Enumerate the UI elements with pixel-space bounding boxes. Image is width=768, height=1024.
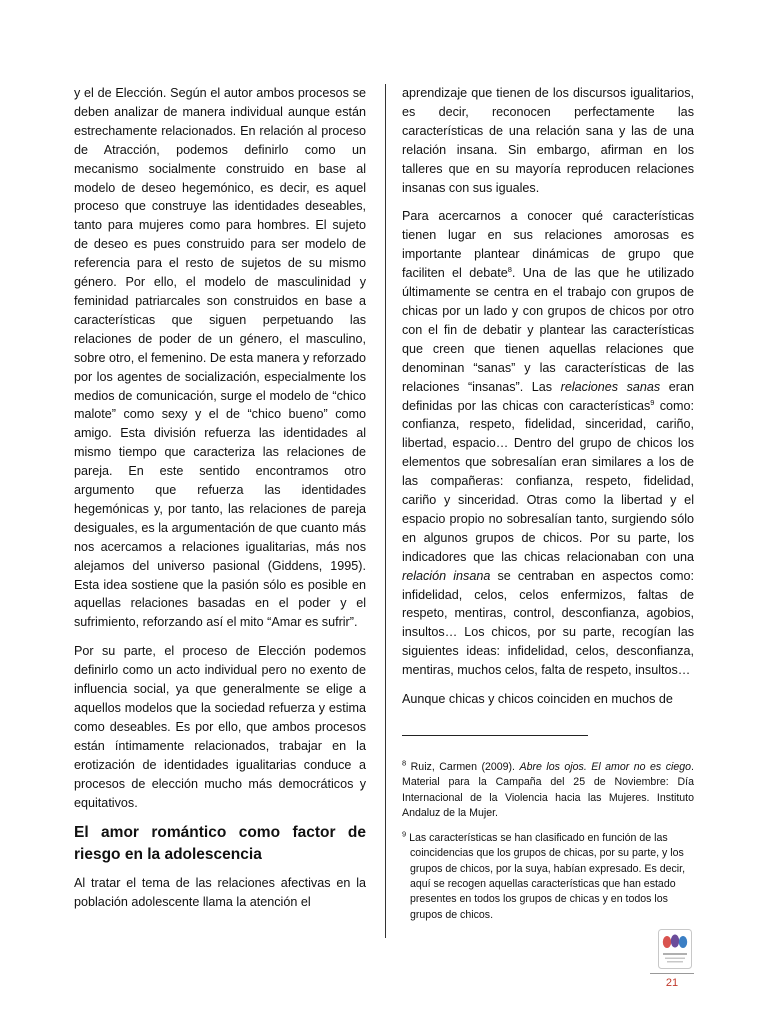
logo-blue-shape <box>679 936 687 948</box>
column-divider <box>385 84 386 938</box>
text-run: Ruiz, Carmen (2009). <box>406 761 520 773</box>
section-heading: El amor romántico como factor de riesgo en la adolescencia <box>74 824 366 864</box>
text-run: Para acercarnos a conocer qué características tienen lugar en sus relaciones amorosas es importante plantear dinámicas de grupo que faciliten el debate <box>402 209 694 281</box>
organization-logo-icon <box>658 929 692 969</box>
page-number: 21 <box>665 977 679 989</box>
footnote-9 <box>402 831 694 923</box>
paragraph: Aunque chicas y chicos coinciden en muchos de <box>402 692 673 707</box>
left-column <box>74 84 366 922</box>
paragraph <box>402 207 694 680</box>
text-run: . Material para la Campaña del 25 de Noviembre: Día Internacional de la Violencia hacia las Mujeres. Instituto Andaluz de la Mujer. <box>402 761 694 819</box>
text-run: como: confianza, respeto, fidelidad, sinceridad, cariño, libertad, espacio… Dentro del grupo de chicos los elementos que sobresalían eran similares a los de las compañeras: confianza, respeto, fidelidad, cariño y sinceridad. Otras como la libertad y el espacio propio no sobresalían tanto, surgiendo sólo en algunos grupos de chicos. Por su parte, los indicadores que las chicas relacionaban con una <box>402 398 694 564</box>
text-run: se centraban en aspectos como: infidelidad, celos, celos enfermizos, faltas de respeto, mentiras, control, desconfianza, agobios, insultos… Los chicos, por su parte, recogían las siguientes ideas: infidelidad, celos, desconfianza, mentiras, muchos celos, falta de respeto, insultos… <box>402 568 694 678</box>
text-run: eran definidas por las chicas con características <box>402 379 694 413</box>
footnote-number: 9 <box>402 829 407 839</box>
footnote-ref[interactable]: 9 <box>650 397 655 407</box>
paragraph: aprendizaje que tienen de los discursos igualitarios, es decir, reconocen perfectamente las características de una relación sana y las de una relación insana. Sin embargo, afirman en los talleres que en su mayoría reproducen relaciones insanas con sus iguales. <box>402 86 694 195</box>
paragraph: Al tratar el tema de las relaciones afectivas en la población adolescente llama la atención el <box>74 876 366 910</box>
logo-red-shape <box>663 936 671 948</box>
emphasis: Abre los ojos. El amor no es ciego <box>519 761 692 773</box>
footnote-ref[interactable]: 8 <box>507 264 512 274</box>
footnote-number: 8 <box>402 758 407 768</box>
footnote-8 <box>402 760 694 821</box>
paragraph: Por su parte, el proceso de Elección podemos definirlo como un acto individual pero no exento de influencia social, ya que generalmente se elige a aquellos modelos que la sociedad refuerza y estima como deseables. Es por ello, que ambos procesos están íntimamente relacionados, trabajar en la erotización de identidades igualitarias conduce a procesos de elección mucho más democráticos y equitativos. <box>74 644 366 810</box>
paragraph: y el de Elección. Según el autor ambos procesos se deben analizar de manera individual aunque están estrechamente relacionados. En relación al proceso de Atracción, podemos definirlo como un mecanismo socialmente construido en base al modelo de deseo hegemónico, es decir, es aquel proceso que construye las identidades deseables, tanto para mujeres como para hombres. El sujeto de deseo es pues construido para ser modelo de referencia para el resto de sujetos de su mismo género. Por ello, el modelo de masculinidad y feminidad patriarcales son construidos en base a características que siguen perpetuando las relaciones de poder de un género, el masculino, sobre otro, el femenino. De esta manera y reforzado por los agentes de socialización, especialmente los medios de comunicación, surge el modelo de “chico malote” como sexy y el de “chico bueno” como amigo. Esta división refuerza las identidades al mismo tiempo que caracteriza las relaciones de pareja. En este sentido encontramos otro argumento que refuerza las identidades hegemónicas y, por tanto, las relaciones de pareja desiguales, es la argumentación de que cuanto más nos acercamos a relaciones igualitarias, más nos alejamos del universo pasional (Giddens, 1995). Esta idea sostiene que la pasión sólo es posible en aquellas relaciones basadas en el poder y el sufrimiento, reforzando así el mito “Amar es sufrir”. <box>74 86 366 630</box>
page-number-rule <box>650 973 694 974</box>
text-run: Las características se han clasificado en función de las coincidencias que los grupos de chicas, por su parte, y los grupos de chicos, por la suya, habían expresado. Es decir, aquí se recogen aquellas características que han estado presentes en todos los grupos de chicas y en todos los grupos de chicos. <box>406 832 686 921</box>
emphasis: relaciones sanas <box>560 379 661 394</box>
footnote-separator <box>402 735 588 736</box>
right-column <box>402 84 694 933</box>
emphasis: relación insana <box>402 568 491 583</box>
text-run: . Una de las que he utilizado últimamente se centra en el trabajo con grupos de chicas por un lado y con grupos de chicos por otro con el fin de debatir y plantear las características que creen que tienen aquellas relaciones que denominan “sanas” y las características de las relaciones “insanas”. Las <box>402 266 694 394</box>
logo-purple-shape <box>671 935 679 948</box>
